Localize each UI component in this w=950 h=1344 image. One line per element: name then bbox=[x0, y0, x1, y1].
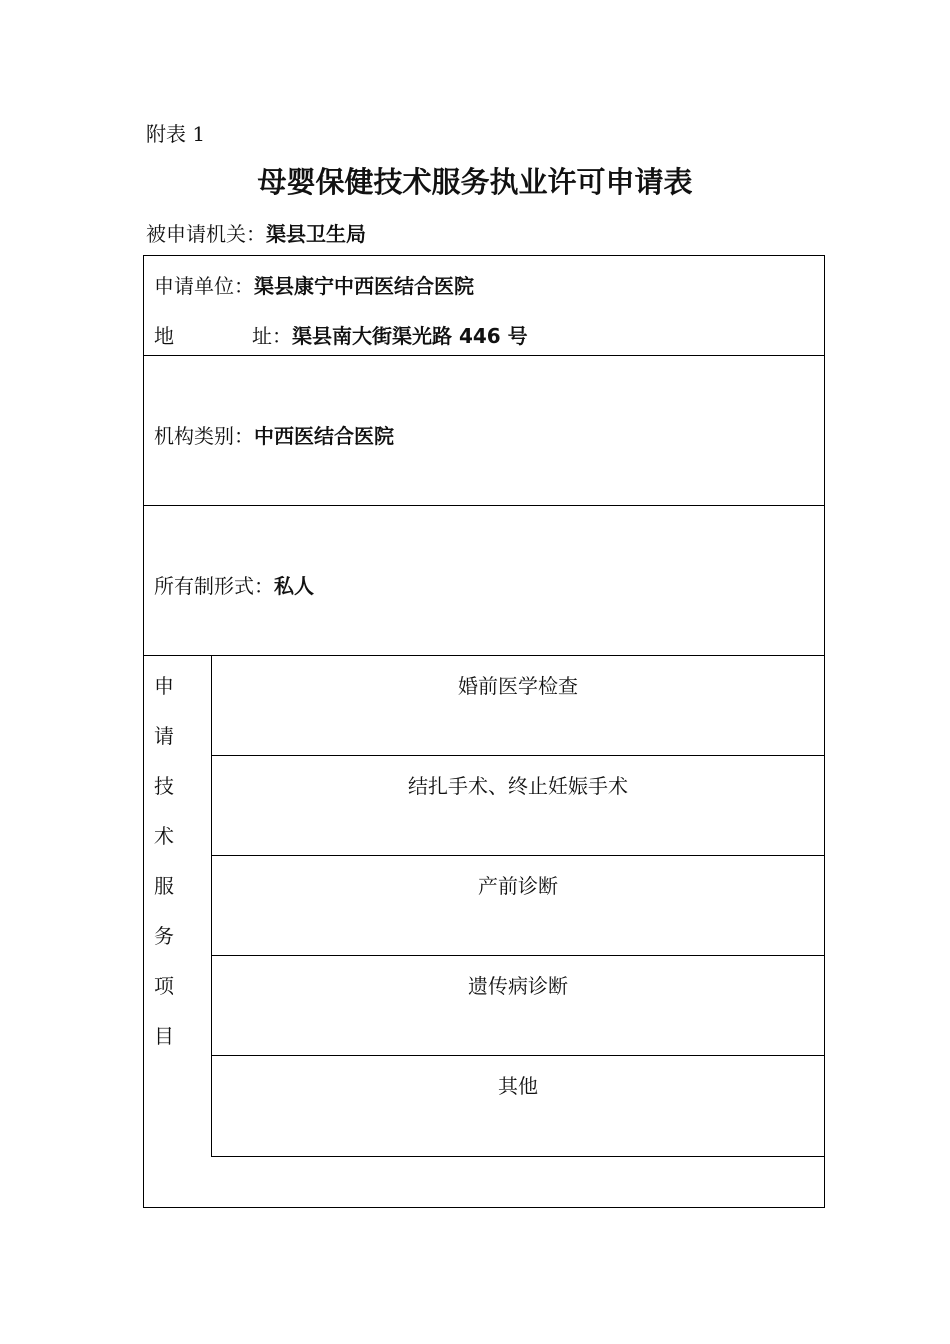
ownership-line bbox=[154, 570, 314, 599]
attachment-label: 附表 1 bbox=[146, 122, 206, 146]
vertical-char: 请 bbox=[154, 724, 174, 748]
applicant-unit-value: 渠县康宁中西医结合医院 bbox=[254, 274, 474, 298]
vertical-char: 目 bbox=[154, 1024, 174, 1048]
service-item-label: 婚前医学检查 bbox=[458, 674, 578, 698]
authority-value: 渠县卫生局 bbox=[266, 222, 366, 246]
service-item-label: 产前诊断 bbox=[478, 874, 558, 898]
vertical-char: 务 bbox=[154, 924, 174, 948]
service-item-other bbox=[212, 1056, 824, 1157]
ownership-label: 所有制形式： bbox=[154, 574, 274, 598]
institution-category-line bbox=[154, 420, 394, 449]
address-label-second: 址： bbox=[252, 324, 292, 348]
vertical-char: 服 bbox=[154, 874, 174, 898]
address-line bbox=[154, 320, 528, 349]
vertical-char: 申 bbox=[154, 674, 174, 698]
application-form bbox=[143, 255, 825, 1208]
vertical-char: 术 bbox=[154, 824, 174, 848]
services-vertical-label bbox=[144, 656, 212, 1157]
service-item-genetic-diagnosis bbox=[212, 956, 824, 1056]
applicant-section bbox=[144, 256, 824, 356]
authority-line bbox=[146, 218, 366, 247]
address-value: 渠县南大街渠光路 446 号 bbox=[292, 324, 528, 348]
ownership-value: 私人 bbox=[274, 574, 314, 598]
vertical-char: 技 bbox=[154, 774, 174, 798]
service-item-label: 结扎手术、终止妊娠手术 bbox=[408, 774, 628, 798]
service-item-premarital-exam bbox=[212, 656, 824, 756]
service-item-ligation-termination bbox=[212, 756, 824, 856]
institution-section bbox=[144, 356, 824, 506]
applicant-unit-line bbox=[154, 270, 474, 299]
applicant-unit-label: 申请单位： bbox=[154, 274, 254, 298]
form-title: 母婴保健技术服务执业许可申请表 bbox=[257, 165, 693, 199]
ownership-section bbox=[144, 506, 824, 656]
service-item-label: 遗传病诊断 bbox=[468, 974, 568, 998]
empty-bottom-row bbox=[144, 1157, 824, 1207]
authority-label: 被申请机关： bbox=[146, 222, 266, 246]
address-label-first: 地 bbox=[154, 324, 174, 348]
service-item-label: 其他 bbox=[498, 1074, 538, 1098]
institution-category-label: 机构类别： bbox=[154, 424, 254, 448]
vertical-char: 项 bbox=[154, 974, 174, 998]
institution-category-value: 中西医结合医院 bbox=[254, 424, 394, 448]
service-item-prenatal-diagnosis bbox=[212, 856, 824, 956]
